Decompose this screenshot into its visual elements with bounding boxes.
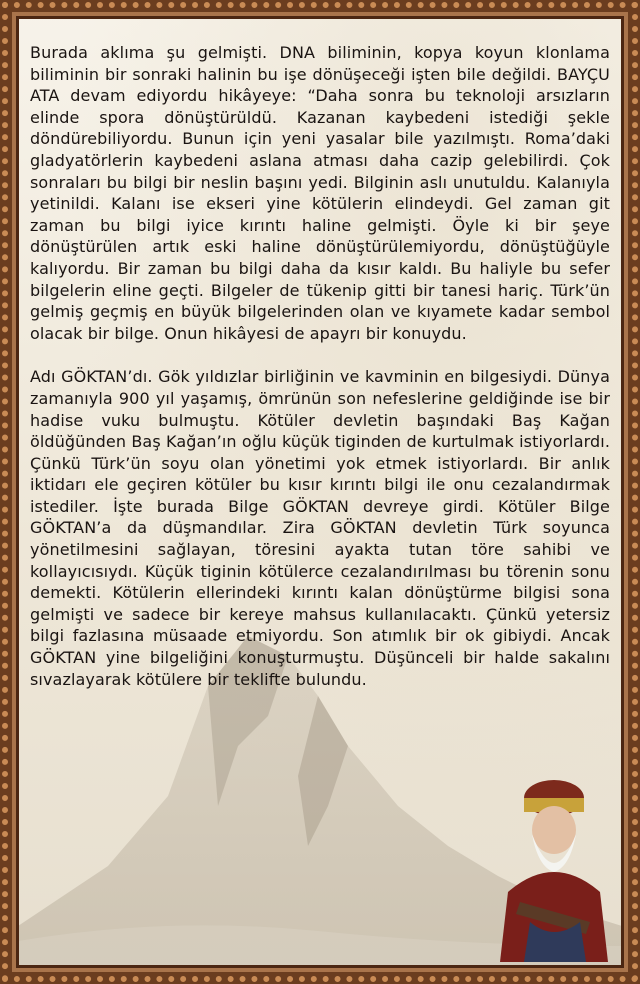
paragraph: Burada aklıma şu gelmişti. DNA biliminin, kopya koyun klonlama biliminin bir sonraki halinin bu işe dönüşeceği işten bile değildi. BAYÇU ATA devam ediyordu hikâyeye: “Daha sonra bu teknoloji arsızların elinde spora dönüştürüldü. Kazanan kaybedeni istediği şekle döndürebiliyordu. Bunun için yeni yasalar bile yazılmıştı. Roma’daki gladyatörlerin kaybedeni aslana atması daha cazip gelebilirdi. Çok sonraları bu bilgi bir neslin başını yedi. Bilginin aslı unutuldu. Kalanıyla yetinildi. Kalanı ise ekseri yine kötülerin elindeydi. Gel zaman git zaman bu bilgi iyice kırıntı haline gelmişti. Öyle ki bir şeye dönüştürülen artık eski haline dönüştürülemiyordu, dönüştüğüyle kalıyordu. Bir zaman bu bilgi daha da kısır kaldı. Bu haliyle bu sefer bilgelerin eline geçti. Bilgeler de tükenip gitti bir tanesi hariç. Türk’ün gelmiş geçmiş en büyük bilgelerinden olan ve kıyamete kadar sembol olacak bir bilge. Onun hikâyesi de apayrı bir konuydu. bbox=[30, 43, 610, 343]
sage-portrait-illustration bbox=[490, 772, 618, 962]
story-text bbox=[30, 42, 610, 712]
paragraph: Adı GÖKTAN’dı. Gök yıldızlar birliğinin ve kavminin en bilgesiydi. Dünya zamanıyla 900 yıl yaşamış, ömrünün son nefeslerine geldiğinde ise bir hadise vuku bulmuştu. Kötüler devletin başındaki Baş Kağan öldüğünden Baş Kağan’ın oğlu küçük tiginden de kurtulmak istiyorlardı. Çünkü Türk’ün soyu olan yönetimi yok etmek istiyorlardı. Bir anlık iktidarı ele geçiren kötüler bu kısır kırıntı bilgi ile onu cezalandırmak istediler. İşte burada Bilge GÖKTAN devreye girdi. Kötüler Bilge GÖKTAN’a da düşmandılar. Zira GÖKTAN devletin Türk soyunca yönetilmesini sağlayan, töresini ayakta tutan töre sahibi ve kollayıcısıydı. Küçük tiginin kötülerce cezalandırılması bu törenin sonu demekti. Kötülerin ellerindeki kırıntı kalan dönüştürme bilgisi sona gelmişti ve sadece bir kereye mahsus kullanılacaktı. Çünkü yetersiz bilgi fazlasına müsaade etmiyordu. Son atımlık bir ok gibiydi. Ancak GÖKTAN yine bilgeliğini konuşturmuştu. Düşünceli bir halde sakalını sıvazlayarak kötülere bir teklifte bulundu. bbox=[30, 367, 610, 689]
